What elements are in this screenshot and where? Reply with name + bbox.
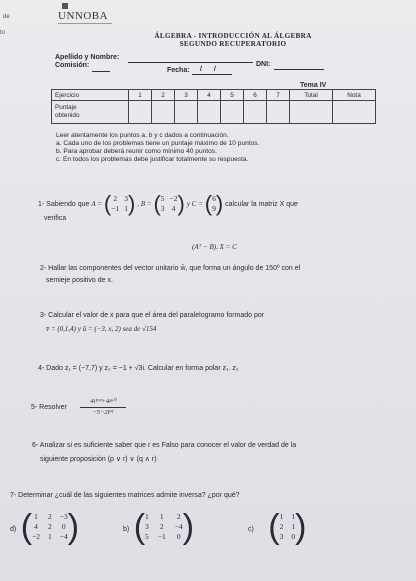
matrix-entry: −4 <box>59 532 68 541</box>
table-row <box>52 101 376 124</box>
matrix-entry: 1 <box>145 512 149 521</box>
matrix-entry: 2 <box>48 512 52 521</box>
grade-table <box>51 89 376 124</box>
matrix-entry: 1 <box>124 204 128 213</box>
option-c-label: c) <box>248 526 254 534</box>
matrix-c-option: ( 1 1 2 1 3 0 ) <box>268 508 307 546</box>
matrix-option-c <box>248 510 306 544</box>
table-cell: 2 <box>152 90 175 101</box>
university-logo-icon <box>62 3 68 9</box>
score-cell[interactable] <box>198 101 221 124</box>
matrix-entry: 1 <box>48 532 52 541</box>
matrix-entry: 2 <box>279 522 284 531</box>
matrix-entry: 2 <box>48 522 52 531</box>
table-cell: Total <box>290 90 333 101</box>
table-cell: 3 <box>175 90 198 101</box>
matrix-entry: 1 <box>279 512 284 521</box>
comision-label: Comisión: <box>55 62 90 69</box>
matrix-entry: 0 <box>176 532 181 541</box>
matrix-entry: 0 <box>61 522 66 531</box>
matrix-entry: 2 <box>159 522 164 531</box>
option-b-label: b) <box>123 526 130 534</box>
q1-lead: 1- Sabiendo que <box>38 200 90 208</box>
matrix-entry: 6 <box>212 194 216 203</box>
score-cell[interactable] <box>290 101 333 124</box>
dni-label: DNI: <box>256 61 271 68</box>
question-3-line2: v̄ = (0,1,4) y ū = (−3, x, 2) sea de √154 <box>46 325 157 333</box>
matrix-entry: −2 <box>32 532 40 541</box>
matrix-entry: 3 <box>124 194 128 203</box>
apellido-field[interactable] <box>128 62 253 63</box>
table-row <box>52 90 376 101</box>
university-logo: UNNOBA <box>58 10 109 22</box>
matrix-entry: 2 <box>176 512 181 521</box>
instruction-c: c. En todos los problemas debe justificar totalmente su respuesta. <box>56 156 249 163</box>
question-5-lead: 5- Resolver <box>31 404 67 411</box>
matrix-entry: −1 <box>111 204 120 213</box>
question-6-line1: 6- Analizar si es suficiente saber que r es Falso para conocer el valor de verdad de la <box>32 442 297 449</box>
q1-b-label: , B = <box>137 199 152 208</box>
matrix-b-option: ( 1 1 2 3 2 −4 5 −1 0 ) <box>133 508 195 546</box>
matrix-option-b <box>123 510 194 544</box>
matrix-entry: 1 <box>34 512 38 521</box>
fecha-field[interactable] <box>192 74 232 75</box>
edge-text-de: de <box>3 14 10 20</box>
q1-a-label: A = <box>91 199 102 208</box>
matrix-entry: 2 <box>113 194 118 203</box>
exam-subtitle: SEGUNDO RECUPERATORIO <box>179 40 287 48</box>
table-cell: 7 <box>267 90 290 101</box>
comision-field[interactable] <box>92 71 110 72</box>
question-2-line2: semieje positivo de x. <box>46 277 113 284</box>
tema-label: Tema IV <box>300 82 327 89</box>
table-cell: 4 <box>198 90 221 101</box>
table-cell <box>52 101 129 124</box>
score-cell[interactable] <box>221 101 244 124</box>
q1-tail: calcular la matriz X que <box>225 200 298 208</box>
dni-field[interactable] <box>274 69 324 70</box>
q1-equation: (Aᵀ − B). X = C <box>192 243 237 251</box>
matrix-entry: 1 <box>291 512 296 521</box>
score-cell[interactable] <box>152 101 175 124</box>
matrix-d: ( 1 2 −3 4 2 0 −2 1 −4 ) <box>20 508 80 546</box>
q1-c-label: y C = <box>186 199 203 208</box>
score-cell[interactable] <box>175 101 198 124</box>
matrix-entry: −2 <box>169 194 178 203</box>
question-1 <box>38 193 298 215</box>
matrix-entry: −4 <box>174 522 183 531</box>
matrix-entry: −3 <box>59 512 68 521</box>
apellido-label: Apellido y Nombre: <box>55 54 120 61</box>
q5-denominator: −5−2i⁹¹ <box>92 409 114 416</box>
q5-fraction-bar <box>80 407 126 408</box>
table-cell: 1 <box>129 90 152 101</box>
matrix-b: ( 5 −2 3 4 ) <box>153 191 185 216</box>
matrix-entry: −1 <box>157 532 166 541</box>
score-cell[interactable] <box>244 101 267 124</box>
matrix-entry: 4 <box>171 204 176 213</box>
matrix-entry: 9 <box>212 204 216 213</box>
matrix-entry: 3 <box>160 204 165 213</box>
fecha-slashes: / / <box>200 66 221 73</box>
matrix-entry: 5 <box>145 532 149 541</box>
logo-divider <box>58 23 112 24</box>
exam-title: ÁLGEBRA - INTRODUCCIÓN AL ÁLGEBRA <box>154 32 312 40</box>
question-7: 7- Determinar ¿cuál de las siguientes matrices admite inversa? ¿por qué? <box>10 492 240 499</box>
table-cell: 6 <box>244 90 267 101</box>
matrix-entry: 1 <box>291 522 296 531</box>
row-label-obtenido: obtenido <box>55 112 80 119</box>
table-cell: Nota <box>333 90 376 101</box>
matrix-entry: 3 <box>145 522 149 531</box>
fecha-label: Fecha: <box>167 67 190 74</box>
matrix-entry: 5 <box>160 194 165 203</box>
matrix-c: ( 6 9 ) <box>204 191 224 216</box>
matrix-entry: 0 <box>291 532 296 541</box>
question-3-line1: 3- Calcular el valor de x para que el área del paralelogramo formado por <box>40 312 265 319</box>
question-6-line2: siguiente proposición (p ∨ r) ∨ (q ∧ r) <box>40 456 157 463</box>
table-cell: 5 <box>221 90 244 101</box>
instruction-b: b. Para aprobar deberá reunir como mínimo 40 puntos. <box>56 148 217 155</box>
matrix-entry: 1 <box>159 512 164 521</box>
option-d-label: d) <box>10 526 17 534</box>
matrix-entry: 3 <box>279 532 284 541</box>
matrix-a: ( 2 3 −1 1 ) <box>103 191 136 216</box>
question-2-line1: 2- Hallar las componentes del vector unitario w̄, que forma un ángulo de 150º con el <box>40 265 301 272</box>
row-label-puntaje: Puntaje <box>55 104 77 111</box>
score-cell[interactable] <box>333 101 376 124</box>
q1-verifica: verifica <box>44 215 67 222</box>
score-cell[interactable] <box>129 101 152 124</box>
score-cell[interactable] <box>267 101 290 124</box>
question-4: 4- Dado z₁ = (−7,7) y z₂ = −1 + √3i. Calcular en forma polar z₁. z₂ <box>38 365 239 372</box>
instruction-a: a. Cada uno de los problemas tiene un puntaje máximo de 10 puntos. <box>56 140 260 147</box>
instructions-intro: Leer atentamente los puntos a, b y c dados a continuación. <box>56 132 229 139</box>
matrix-option-d <box>10 510 79 544</box>
q5-numerator: 4i¹⁹³+4i⁶⁰ <box>90 398 116 405</box>
matrix-entry: 4 <box>34 522 38 531</box>
edge-text-to: to <box>0 30 6 36</box>
table-cell: Ejercicio <box>52 90 129 101</box>
